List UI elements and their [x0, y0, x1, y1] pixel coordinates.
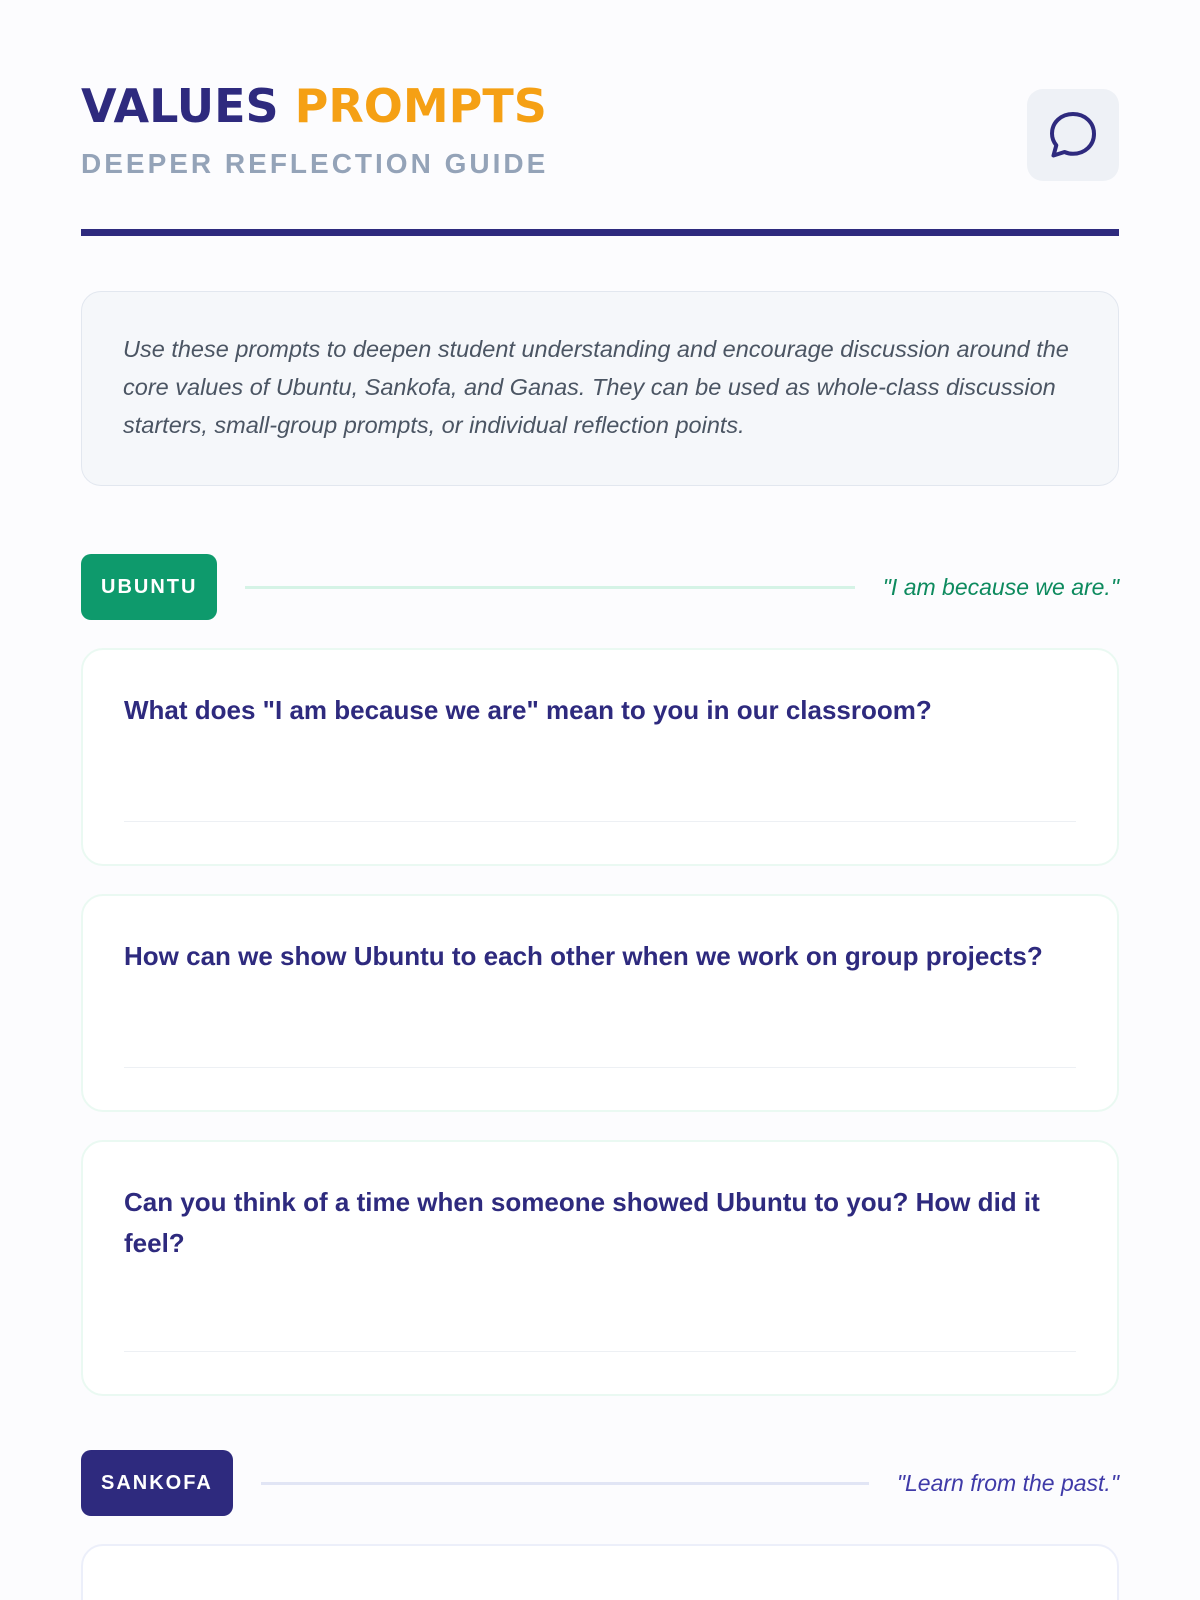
answer-line: [124, 1067, 1076, 1069]
intro-box: [81, 291, 1119, 486]
title-values: VALUES: [81, 79, 279, 133]
prompt-question: What does "I am because we are" mean to you in our classroom?: [124, 695, 932, 725]
intro-text: Use these prompts to deepen student understanding and encourage discussion around the core values of Ubuntu, Sankofa, and Ganas. They can be used as whole-class discussion starters, small-group prompts, or individual reflection points.: [123, 336, 1069, 438]
section-divider: [245, 586, 854, 589]
prompt-card: [81, 648, 1119, 866]
page-subtitle: DEEPER REFLECTION GUIDE: [81, 148, 549, 179]
prompt-card: [81, 1140, 1119, 1396]
chat-bubble-icon: [1045, 107, 1101, 163]
page-title: [81, 78, 547, 134]
prompt-question: How can we show Ubuntu to each other when we work on group projects?: [124, 941, 1043, 971]
prompt-card: [81, 894, 1119, 1112]
section-divider: [261, 1482, 869, 1485]
section-header-sankofa: [81, 1450, 1119, 1516]
sankofa-badge: SANKOFA: [81, 1450, 233, 1516]
sankofa-motto: "Learn from the past.": [896, 1469, 1119, 1496]
chat-icon-box: [1027, 89, 1119, 181]
title-prompts: PROMPTS: [294, 79, 547, 133]
ubuntu-motto: "I am because we are.": [882, 573, 1119, 600]
header: [81, 0, 1119, 236]
header-divider: [81, 229, 1119, 236]
section-header-ubuntu: [81, 554, 1119, 620]
prompt-card: [81, 1544, 1119, 1600]
ubuntu-badge: UBUNTU: [81, 554, 217, 620]
prompt-question: Can you think of a time when someone showed Ubuntu to you? How did it feel?: [124, 1187, 1040, 1258]
answer-line: [124, 1351, 1076, 1353]
answer-line: [124, 821, 1076, 823]
